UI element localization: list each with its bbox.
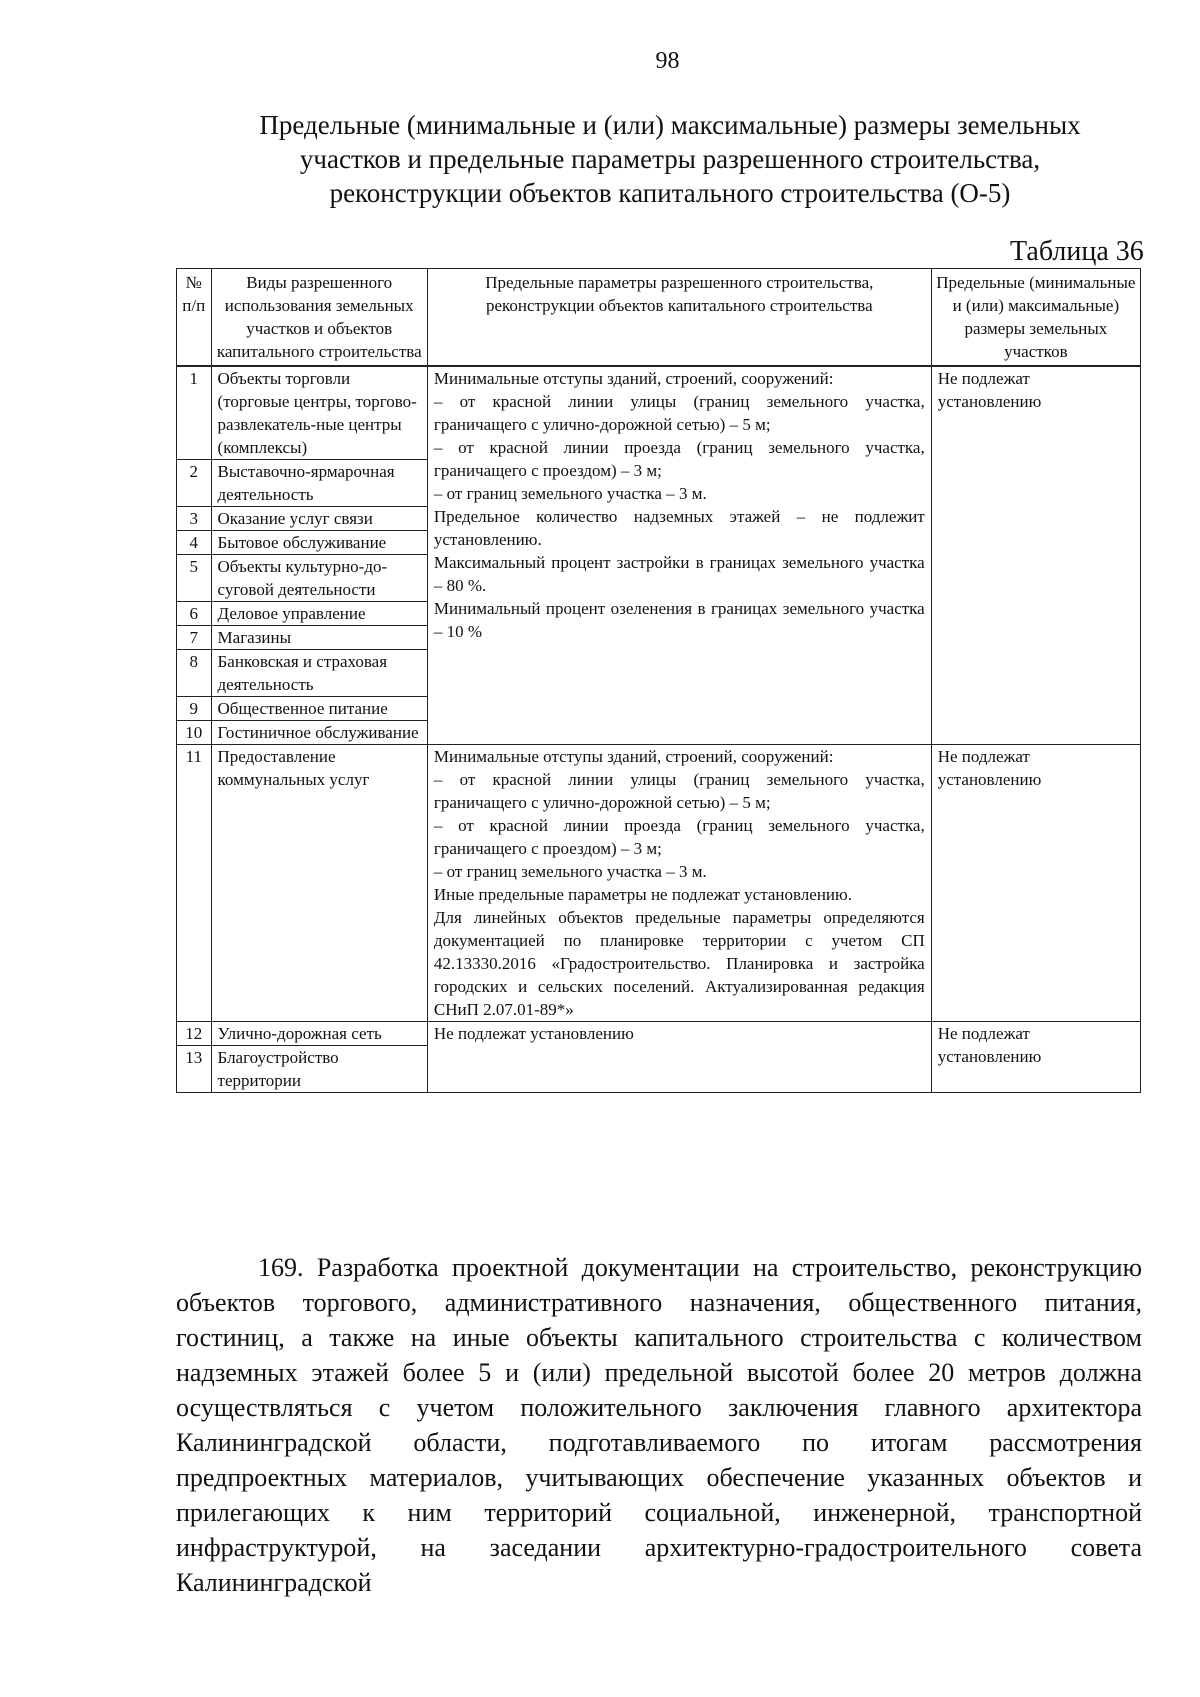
params-line: Иные предельные параметры не подлежат установлению. <box>433 885 852 904</box>
table-caption: Таблица 36 <box>1010 236 1144 267</box>
row-number: 4 <box>177 531 212 555</box>
params-line: – от границ земельного участка – 3 м. <box>433 862 707 881</box>
table-row <box>177 367 1141 460</box>
group1-sizes: Не подлежат установлению <box>931 367 1140 745</box>
regulations-table <box>176 268 1141 1093</box>
params-line: – от границ земельного участка – 3 м. <box>433 484 707 503</box>
row-number: 3 <box>177 507 212 531</box>
usage-kind: Выставочно-ярмарочная деятельность <box>211 460 427 507</box>
table-header-row <box>177 269 1141 366</box>
table-row <box>177 1022 1141 1046</box>
row-number: 2 <box>177 460 212 507</box>
document-title <box>175 108 1165 210</box>
title-line-3: реконструкции объектов капитального строительства (О-5) <box>329 178 1011 208</box>
row-number: 5 <box>177 555 212 602</box>
row-number: 6 <box>177 602 212 626</box>
page-number: 98 <box>655 48 680 74</box>
params-line: – от красной линии проезда (границ земельного участка, граничащего с проездом) – 3 м; <box>433 816 925 858</box>
usage-kind: Бытовое обслуживание <box>211 531 427 555</box>
usage-kind: Объекты торговли (торговые центры, торгово-развлекатель-ные центры (комплексы) <box>211 367 427 460</box>
row-number: 13 <box>177 1046 212 1093</box>
params-line: Для линейных объектов предельные параметры определяются документацией по планировке территории с учетом СП 42.13330.2016 «Градостроительство. Планировка и застройка городских и сельских поселений. Актуализированная редакция СНиП 2.07.01-89*» <box>433 908 925 1019</box>
params-line: Предельное количество надземных этажей – не подлежит установлению. <box>433 507 925 549</box>
header-construction-params: Предельные параметры разрешенного строительства, реконструкции объектов капитального строительства <box>427 269 931 366</box>
params-line: – от красной линии проезда (границ земельного участка, граничащего с проездом) – 3 м; <box>433 438 925 480</box>
usage-kind: Магазины <box>211 626 427 650</box>
row-number: 12 <box>177 1022 212 1046</box>
table-row <box>177 745 1141 1022</box>
group2-sizes: Не подлежат установлению <box>931 745 1140 1022</box>
usage-kind: Объекты культурно-до-суговой деятельности <box>211 555 427 602</box>
title-line-2: участков и предельные параметры разрешенного строительства, <box>299 144 1041 174</box>
title-line-1: Предельные (минимальные и (или) максимальные) размеры земельных <box>259 110 1081 140</box>
params-line: Минимальный процент озеленения в границах земельного участка – 10 % <box>433 599 925 641</box>
header-number: № п/п <box>177 269 212 366</box>
row-number: 10 <box>177 721 212 745</box>
usage-kind: Предоставление коммунальных услуг <box>211 745 427 1022</box>
group2-params <box>427 745 931 1022</box>
row-number: 11 <box>177 745 212 1022</box>
row-number: 8 <box>177 650 212 697</box>
params-line: Минимальные отступы зданий, строений, сооружений: <box>433 369 834 388</box>
body-paragraph: 169. Разработка проектной документации на строительство, реконструкцию объектов торгового, административного назначения, общественного питания, гостиниц, а также на иные объекты капитального строительства с количеством надземных этажей более 5 и (или) предельной высотой более 20 метров должна осуществляться с учетом положительного заключения главного архитектора Калининградской области, подготавливаемого по итогам рассмотрения предпроектных материалов, учитывающих обеспечение указанных объектов и прилегающих к ним территорий социальной, инженерной, транспортной инфраструктурой, на заседании архитектурно-градостроительного совета Калининградской <box>176 1253 1142 1597</box>
group3-params: Не подлежат установлению <box>427 1022 931 1093</box>
usage-kind: Банковская и страховая деятельность <box>211 650 427 697</box>
header-plot-sizes: Предельные (минимальные и (или) максимальные) размеры земельных участков <box>931 269 1140 366</box>
row-number: 7 <box>177 626 212 650</box>
params-line: Максимальный процент застройки в границах земельного участка – 80 %. <box>433 553 925 595</box>
params-line: – от красной линии улицы (границ земельного участка, граничащего с улично-дорожной сетью) – 5 м; <box>433 392 925 434</box>
usage-kind: Общественное питание <box>211 697 427 721</box>
usage-kind: Деловое управление <box>211 602 427 626</box>
usage-kind: Благоустройство территории <box>211 1046 427 1093</box>
usage-kind: Оказание услуг связи <box>211 507 427 531</box>
header-usage-kind: Виды разрешенного использования земельных участков и объектов капитального строительства <box>211 269 427 366</box>
group3-sizes: Не подлежат установлению <box>931 1022 1140 1093</box>
usage-kind: Гостиничное обслуживание <box>211 721 427 745</box>
row-number: 1 <box>177 367 212 460</box>
params-line: Минимальные отступы зданий, строений, сооружений: <box>433 747 834 766</box>
usage-kind: Улично-дорожная сеть <box>211 1022 427 1046</box>
params-line: – от красной линии улицы (границ земельного участка, граничащего с улично-дорожной сетью) – 5 м; <box>433 770 925 812</box>
group1-params <box>427 367 931 745</box>
row-number: 9 <box>177 697 212 721</box>
